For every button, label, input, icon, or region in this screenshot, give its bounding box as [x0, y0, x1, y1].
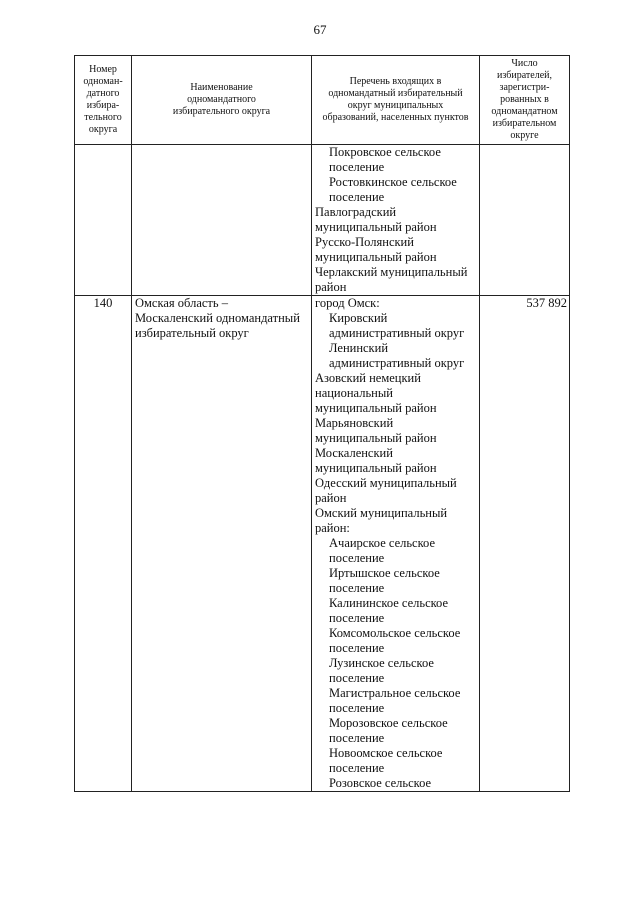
table-header-row [75, 56, 570, 145]
list-item-settlement: Калининское сельское [329, 596, 449, 610]
text-line: одномандатном [491, 106, 558, 117]
list-item-settlement: Комсомольское сельское [329, 626, 461, 640]
list-item-municipality: район [315, 280, 347, 294]
header-district-number [75, 56, 132, 145]
cell-voters-count: 537 892 [480, 296, 570, 792]
text-line: рованных в [500, 94, 549, 105]
cell-municipalities-list [312, 145, 480, 296]
list-item-settlement: административный округ [329, 326, 465, 340]
page-number: 67 [313, 22, 327, 37]
text-line: округ муниципальных [347, 100, 444, 111]
list-item-municipality: муниципальный район [315, 461, 437, 475]
text-line: избира- [86, 100, 120, 111]
text-line: Омская область – [135, 296, 228, 310]
text-line: одномандатного [187, 94, 256, 105]
list-item-municipality: муниципальный район [315, 250, 437, 264]
list-item-settlement: поселение [329, 551, 385, 565]
list-item-settlement: поселение [329, 701, 385, 715]
list-item-settlement: административный округ [329, 356, 465, 370]
list-item-municipality: Марьяновский [315, 416, 394, 430]
list-item-settlement: Ленинский [329, 341, 389, 355]
text-line: округа [88, 124, 118, 135]
text-line: зарегистри- [499, 82, 550, 93]
list-item-municipality: район [315, 491, 347, 505]
table-row-district [75, 296, 570, 792]
header-municipalities-list [312, 56, 480, 145]
cell-district-number: 140 [75, 296, 132, 792]
text-line: Перечень входящих в [349, 76, 442, 87]
list-item-settlement: поселение [329, 160, 385, 174]
text-line: одномандатный избирательный [328, 88, 463, 99]
text-line: тельного [84, 112, 122, 123]
list-item-settlement: Морозовское сельское [329, 716, 448, 730]
list-item-municipality: Одесский муниципальный [315, 476, 457, 490]
text-line: избирательный округ [135, 326, 249, 340]
list-item-settlement: Покровское сельское [329, 145, 441, 159]
text-line: Наименование [190, 82, 253, 93]
text-line: Число [511, 58, 538, 69]
list-item-municipality: город Омск: [315, 296, 380, 310]
text-line: Номер [89, 64, 117, 75]
list-item-settlement: поселение [329, 581, 385, 595]
list-item-settlement: Ачаирское сельское [329, 536, 435, 550]
cell-number-empty [75, 145, 132, 296]
cell-name-empty [132, 145, 312, 296]
list-item-settlement: поселение [329, 671, 385, 685]
table-row-continuation [75, 145, 570, 296]
text-line: избирательного округа [172, 106, 271, 117]
list-item-settlement: Новоомское сельское [329, 746, 443, 760]
list-item-settlement: поселение [329, 611, 385, 625]
header-voters-count [480, 56, 570, 145]
list-item-municipality: муниципальный район [315, 401, 437, 415]
list-item-settlement: Лузинское сельское [329, 656, 434, 670]
text-line: Москаленский одномандатный [135, 311, 300, 325]
cell-municipalities-list [312, 296, 480, 792]
list-item-settlement: Иртышское сельское [329, 566, 440, 580]
list-item-municipality: Омский муниципальный [315, 506, 448, 520]
list-item-settlement: поселение [329, 641, 385, 655]
list-item-municipality: муниципальный район [315, 431, 437, 445]
text-line: округе [510, 130, 539, 141]
cell-voters-empty [480, 145, 570, 296]
list-item-municipality: Москаленский [315, 446, 393, 460]
list-item-municipality: Русско-Полянский [315, 235, 414, 249]
header-district-name [132, 56, 312, 145]
districts-table [74, 55, 570, 792]
list-item-settlement: Розовское сельское [329, 776, 432, 790]
list-item-municipality: Павлоградский [315, 205, 397, 219]
list-item-municipality: Азовский немецкий [315, 371, 421, 385]
list-item-settlement: поселение [329, 761, 385, 775]
text-line: образований, населенных пунктов [322, 112, 469, 123]
list-item-settlement: поселение [329, 190, 385, 204]
cell-district-name [132, 296, 312, 792]
list-item-municipality: национальный [315, 386, 393, 400]
list-item-municipality: район: [315, 521, 350, 535]
list-item-settlement: поселение [329, 731, 385, 745]
list-item-municipality: муниципальный район [315, 220, 437, 234]
text-line: избирательном [492, 118, 557, 129]
text-line: избирателей, [496, 70, 552, 81]
text-line: одноман- [83, 76, 123, 87]
list-item-settlement: Магистральное сельское [329, 686, 461, 700]
list-item-settlement: Кировский [329, 311, 388, 325]
list-item-settlement: Ростовкинское сельское [329, 175, 457, 189]
list-item-municipality: Черлакский муниципальный [315, 265, 468, 279]
text-line: датного [86, 88, 120, 99]
